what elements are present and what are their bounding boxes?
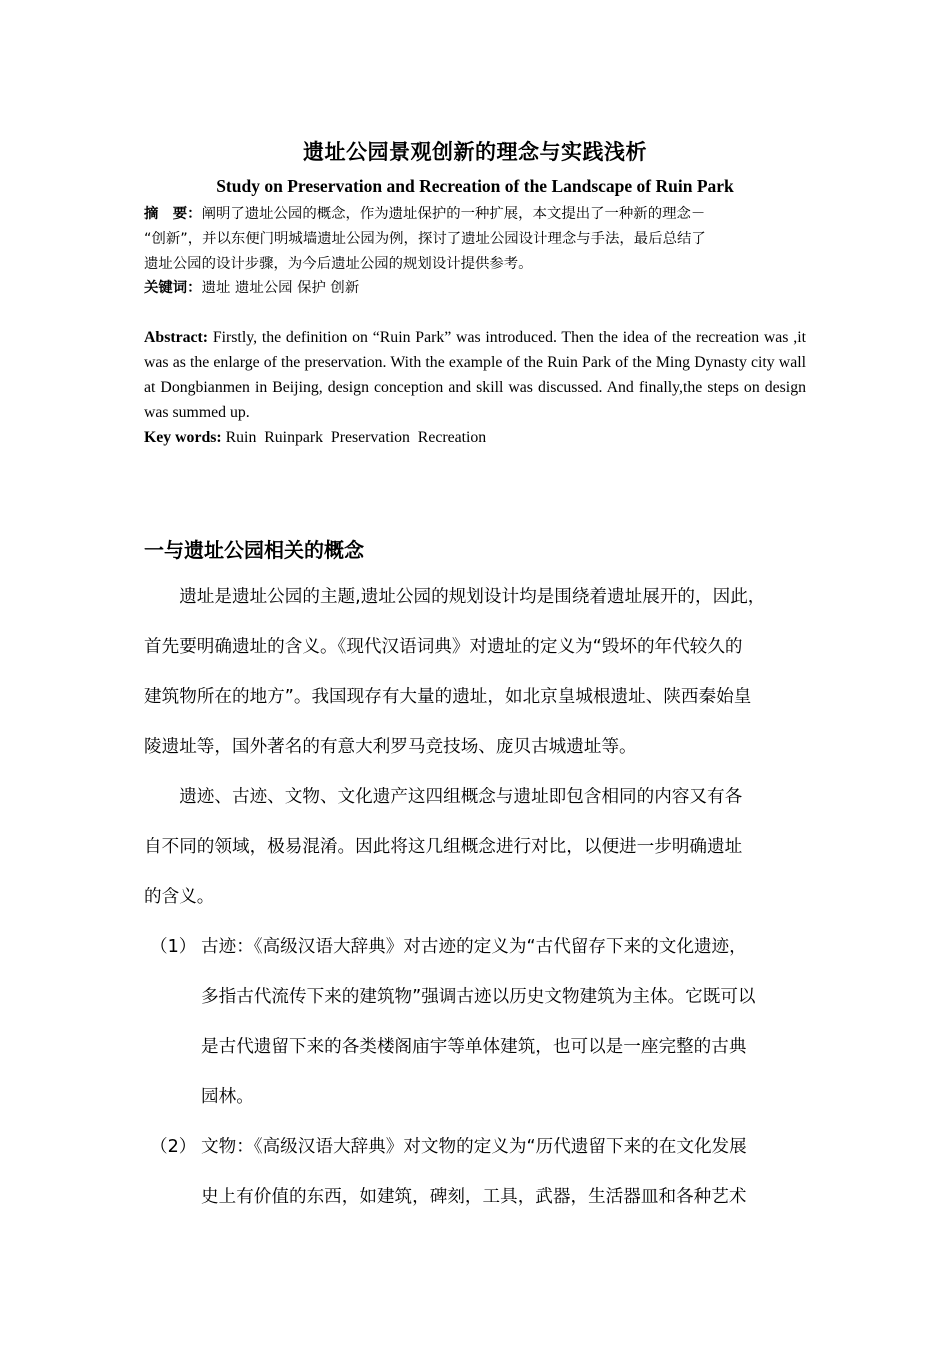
paragraph-line: 首先要明确遗址的含义。《现代汉语词典》对遗址的定义为“毁坏的年代较久的 xyxy=(144,637,743,657)
abstract-chinese-line: 遗址公园的设计步骤，为今后遗址公园的规划设计提供参考。 xyxy=(144,256,533,272)
keywords-english-text: Ruin Ruinpark Preservation Recreation xyxy=(221,429,487,446)
list-item-text xyxy=(201,1122,811,1222)
list-item-line: 古迹：《高级汉语大辞典》对古迹的定义为“古代留存下来的文化遗迹， xyxy=(201,937,747,957)
list-item-number: （2） xyxy=(150,1137,197,1157)
paper-title-english: Study on Preservation and Recreation of the Landscape of Ruin Park xyxy=(216,176,734,196)
paragraph-line: 遗迹、古迹、文物、文化遗产这四组概念与遗址即包含相同的内容又有各 xyxy=(144,787,743,807)
abstract-chinese-line: “创新”，并以东便门明城墙遗址公园为例，探讨了遗址公园设计理念与手法，最后总结了 xyxy=(144,231,706,247)
list-item-line: 文物：《高级汉语大辞典》对文物的定义为“历代遗留下来的在文化发展 xyxy=(201,1137,747,1157)
list-item-number: （1） xyxy=(150,937,197,957)
list-item-line: 史上有价值的东西，如建筑，碑刻，工具，武器，生活器皿和各种艺术 xyxy=(201,1187,747,1207)
keywords-chinese-text: 遗址 遗址公园 保护 创新 xyxy=(201,280,360,296)
keywords-chinese-label: 关键词： xyxy=(144,280,202,296)
abstract-english xyxy=(144,325,806,425)
paragraph-line: 自不同的领域，极易混淆。因此将这几组概念进行对比，以便进一步明确遗址 xyxy=(144,837,743,857)
list-item-text xyxy=(201,922,811,1122)
abstract-chinese-label: 摘 要： xyxy=(144,206,202,222)
list-item-line: 多指古代流传下来的建筑物”强调古迹以历史文物建筑为主体。它既可以 xyxy=(201,987,756,1007)
list-item-line: 是古代遗留下来的各类楼阁庙宇等单体建筑，也可以是一座完整的古典 xyxy=(201,1037,747,1057)
paper-title-chinese: 遗址公园景观创新的理念与实践浅析 xyxy=(303,140,647,164)
body-paragraph-1 xyxy=(144,572,824,772)
keywords-english xyxy=(144,425,486,450)
keywords-english-label: Key words: xyxy=(144,429,222,446)
abstract-chinese-line xyxy=(144,202,808,227)
abstract-chinese xyxy=(144,202,808,277)
paragraph-line: 遗址是遗址公园的主题,遗址公园的规划设计均是围绕着遗址展开的，因此， xyxy=(144,587,766,607)
list-item-line: 园林。 xyxy=(201,1087,254,1107)
keywords-chinese xyxy=(144,276,359,301)
section-heading: 一与遗址公园相关的概念 xyxy=(144,538,364,562)
body-paragraph-2 xyxy=(144,772,824,922)
paragraph-line: 的含义。 xyxy=(144,887,215,907)
paragraph-line: 陵遗址等，国外著名的有意大利罗马竞技场、庞贝古城遗址等。 xyxy=(144,737,637,757)
abstract-english-label: Abstract: xyxy=(144,329,209,346)
paragraph-line: 建筑物所在的地方”。我国现存有大量的遗址，如北京皇城根遗址、陕西秦始皇 xyxy=(144,687,752,707)
abstract-chinese-text: 阐明了遗址公园的概念，作为遗址保护的一种扩展，本文提出了一种新的理念－ xyxy=(201,206,706,222)
abstract-english-text: Firstly, the definition on “Ruin Park” was introduced. Then the idea of the recreation was ,it was as the enlarge of the preservation. With the example of the Ruin Park of the Ming Dynasty city wall at Dongbianmen in Beijing, design conception and skill was discussed. And finally,the steps on design was summed up. xyxy=(144,329,806,421)
